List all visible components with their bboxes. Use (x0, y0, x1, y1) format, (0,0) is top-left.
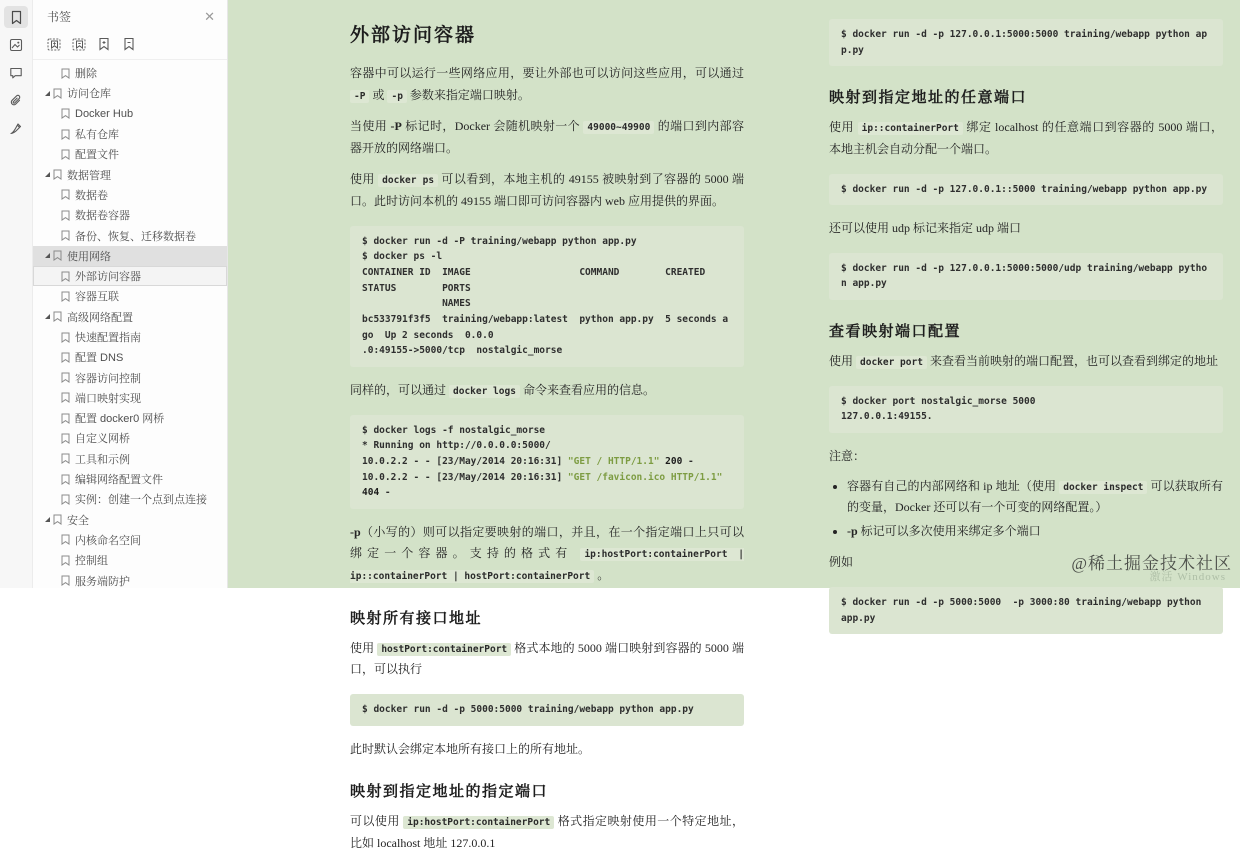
bookmarks-panel-title: 书签 (47, 10, 72, 24)
bookmark-icon (61, 534, 70, 545)
bookmark-icon (61, 575, 70, 586)
log-string: "GET /favicon.ico HTTP/1.1" (567, 471, 723, 483)
section-heading: 查看映射端口配置 (829, 324, 962, 341)
bookmark-minus-box-icon[interactable] (71, 36, 87, 52)
inline-code: -p (387, 90, 406, 103)
bookmark-icon (53, 169, 62, 180)
bookmark-item-label: 配置文件 (75, 149, 119, 162)
bookmark-icon (61, 494, 70, 505)
bookmark-item-label: 外部访问容器 (75, 271, 141, 284)
bookmark-item-label: 快速配置指南 (75, 332, 141, 344)
bookmark-plus-icon[interactable] (96, 36, 112, 52)
inline-code: -P (350, 90, 369, 103)
bookmark-icon (10, 10, 23, 25)
bullet-item: • -p 标记可以多次使用来绑定多个端口 (847, 521, 1223, 543)
bookmark-item-11[interactable] (33, 286, 227, 306)
bookmark-item-label: 编辑网络配置文件 (75, 474, 163, 487)
bookmark-item-label: 容器互联 (75, 291, 119, 304)
bookmark-item-17[interactable] (33, 408, 227, 428)
bookmark-item-label: 访问仓库 (67, 88, 111, 101)
close-icon[interactable]: ✕ (204, 9, 215, 24)
emphasis-text: -P (390, 119, 402, 134)
emphasis-text: -p (350, 524, 361, 539)
bookmark-icon (61, 413, 70, 424)
bookmark-item-label: 内核命名空间 (75, 534, 141, 547)
section-heading: 映射到指定地址的指定端口 (350, 784, 549, 801)
bullet-item: • 容器有自己的内部网络和 ip 地址（使用 docker inspect 可以获取所有的变量，Docker 还可以有一个可变的网络配置。） (847, 476, 1223, 519)
paragraph: 此时默认会绑定本地所有接口上的所有地址。 (350, 741, 591, 756)
expand-triangle-icon[interactable] (45, 517, 50, 522)
bookmarks-toolbar (33, 31, 227, 60)
code-block: $ docker run -d -p 127.0.0.1::5000 training/webapp python app.py (829, 174, 1223, 206)
log-string: "GET / HTTP/1.1" (567, 455, 660, 467)
bookmark-item-8[interactable] (33, 225, 227, 245)
inline-code: ip::containerPort (858, 122, 963, 135)
status-code: 200 (665, 455, 683, 467)
bookmark-item-25[interactable] (33, 570, 227, 590)
status-code: 404 (362, 487, 380, 499)
bookmark-icon (53, 514, 62, 525)
bookmark-item-22[interactable] (33, 510, 227, 530)
bookmark-item-10[interactable] (33, 266, 227, 286)
bookmark-item-18[interactable] (33, 428, 227, 448)
bookmark-item-label: 数据管理 (67, 169, 111, 182)
signature-panel-button[interactable] (4, 118, 28, 140)
bookmark-item-9[interactable] (33, 246, 227, 266)
bookmark-item-label: 配置 docker0 网桥 (75, 413, 165, 426)
page-title: 外部访问容器 (350, 25, 477, 46)
inline-code: hostPort:containerPort (377, 643, 511, 656)
paragraph: 可以使用 ip:hostPort:containerPort 格式指定映射使用一个特定地址，比如 localhost 地址 127.0.0.1 (350, 814, 744, 850)
bookmark-plus-box-icon[interactable] (46, 36, 62, 52)
paragraph: 使用 hostPort:containerPort 格式本地的 5000 端口映射到容器的 5000 端口，可以执行 (350, 640, 744, 677)
bookmark-icon (61, 189, 70, 200)
bookmark-item-12[interactable] (33, 307, 227, 327)
bookmark-icon (53, 88, 62, 99)
bookmark-item-5[interactable] (33, 164, 227, 184)
expand-triangle-icon[interactable] (45, 172, 50, 177)
paragraph: 还可以使用 udp 标记来指定 udp 端口 (829, 221, 1022, 236)
bookmark-item-1[interactable] (33, 83, 227, 103)
bookmark-item-label: 服务端防护 (75, 575, 130, 588)
bookmark-item-14[interactable] (33, 347, 227, 367)
bookmark-icon (61, 291, 70, 302)
paragraph: 同样的，可以通过 docker logs 命令来查看应用的信息。 (350, 382, 655, 397)
expand-triangle-icon[interactable] (45, 91, 50, 96)
bullet-list (833, 476, 1223, 543)
inline-code: ip:hostPort:containerPort | ip::containerPort | hostPort:containerPort (350, 549, 744, 583)
bookmark-item-label: 容器访问控制 (75, 372, 141, 385)
bookmark-icon (61, 210, 70, 221)
bookmark-item-20[interactable] (33, 469, 227, 489)
bookmark-icon (61, 555, 70, 566)
bookmark-item-24[interactable] (33, 550, 227, 570)
bookmark-icon (61, 352, 70, 363)
page-column-left (350, 14, 751, 864)
comment-icon (9, 66, 23, 80)
bookmark-item-label: Docker Hub (75, 107, 134, 120)
bookmark-item-label: 安全 (67, 514, 89, 527)
bookmark-item-0[interactable] (33, 63, 227, 83)
attachments-panel-button[interactable] (4, 90, 28, 112)
watermark-text: @稀土掘金技术社区 (1071, 554, 1232, 573)
bookmark-item-label: 私有仓库 (75, 129, 119, 142)
bookmark-item-label: 备份、恢复、迁移数据卷 (75, 230, 196, 243)
bookmarks-panel-button[interactable] (4, 6, 28, 28)
bookmark-icon (61, 332, 70, 343)
bookmark-item-label: 使用网络 (67, 250, 111, 263)
bookmark-item-3[interactable] (33, 124, 227, 144)
document-viewport[interactable] (228, 0, 1240, 850)
bookmark-item-label: 高级网络配置 (67, 311, 133, 324)
stamp-icon (9, 122, 23, 136)
bookmark-icon (61, 149, 70, 160)
comments-panel-button[interactable] (4, 62, 28, 84)
expand-triangle-icon[interactable] (45, 253, 50, 258)
bookmark-icon (61, 108, 70, 119)
inline-code: 49000~49900 (583, 121, 654, 134)
section-heading: 映射到指定地址的任意端口 (829, 90, 1028, 107)
bookmark-item-16[interactable] (33, 388, 227, 408)
bookmark-item-label: 控制组 (75, 555, 108, 568)
bookmarks-header (33, 0, 227, 31)
image-icon (9, 38, 23, 52)
code-block: $ docker run -d -p 5000:5000 training/webapp python app.py (350, 694, 744, 726)
inline-code: docker logs (449, 385, 520, 398)
bookmark-item-label: 实例：创建一个点到点连接 (75, 494, 207, 507)
bookmark-item-21[interactable] (33, 489, 227, 509)
code-block: $ docker run -d -p 127.0.0.1:5000:5000 training/webapp python app.py (829, 19, 1223, 66)
paragraph: 当使用 -P 标记时，Docker 会随机映射一个 49000~49900 的端口到内部容器开放的网络端口。 (350, 119, 744, 155)
bookmark-item-label: 数据卷容器 (75, 210, 130, 223)
emphasis-text: -p (847, 523, 858, 538)
note-label: 注意： (829, 449, 866, 464)
paperclip-icon (9, 94, 23, 108)
bookmark-item-23[interactable] (33, 530, 227, 550)
bookmark-item-label: 工具和示例 (75, 453, 130, 466)
thumbnails-panel-button[interactable] (4, 34, 28, 56)
bookmark-icon (61, 433, 70, 444)
bookmark-item-label: 删除 (75, 68, 97, 81)
bookmark-icon (61, 230, 70, 241)
watermark (1071, 549, 1232, 584)
bookmark-icon (53, 250, 62, 261)
bookmark-item-label: 数据卷 (75, 189, 108, 202)
section-heading: 映射所有接口地址 (350, 610, 483, 627)
bookmark-item-label: 自定义网桥 (75, 433, 130, 446)
inline-code: docker ps (378, 174, 438, 187)
code-block: $ docker logs -f nostalgic_morse * Running on http://0.0.0.0:5000/ 10.0.2.2 - - [23/May/2014 20:16:31] "GET / HTTP/1.1" 200 - 10.0.2.2 - - [23/May/2014 20:16:31] "GET /favicon.ico HTTP/1.1" 404 - (350, 415, 744, 509)
bookmark-item-label: 配置 DNS (75, 352, 124, 365)
bookmark-item-19[interactable] (33, 449, 227, 469)
paragraph: -p（小写的）则可以指定要映射的端口，并且，在一个指定端口上只可以绑定一个容器。支持的格式有 ip:hostPort:containerPort | ip::containerPort | hostPort:containerPort 。 (350, 524, 744, 583)
watermark-faint-text: 激活 Windows (1149, 571, 1226, 583)
paragraph: 使用 docker port 来查看当前映射的端口配置，也可以查看到绑定的地址 (829, 354, 1218, 369)
inline-code: docker inspect (1059, 481, 1147, 494)
bookmark-item-4[interactable] (33, 144, 227, 164)
left-tool-strip (0, 0, 33, 588)
inline-code: ip:hostPort:containerPort (403, 816, 554, 829)
bookmark-icon (61, 68, 70, 79)
inline-code: docker port (856, 356, 927, 369)
bookmark-icon (61, 474, 70, 485)
code-block: $ docker run -d -P training/webapp python app.py $ docker ps -l CONTAINER ID IMAGE COMMAND CREATED STATUS PORTS NAMES bc533791f3f5 training/webapp:latest python app.py 5 seconds ago Up 2 seconds 0.0.0 .0:49155->5000/tcp nostalgic_morse (350, 226, 744, 367)
paragraph: 使用 docker ps 可以看到，本地主机的 49155 被映射到了容器的 5000 端口。此时访问本机的 49155 端口即可访问容器内 web 应用提供的界面。 (350, 172, 744, 208)
paragraph: 例如 (829, 555, 854, 570)
bookmark-icon (61, 271, 70, 282)
bookmark-icon (61, 129, 70, 140)
bookmark-icon (61, 453, 70, 464)
bookmarks-sidebar (33, 0, 228, 588)
code-block: $ docker port nostalgic_morse 5000 127.0.0.1:49155. (829, 386, 1223, 433)
bookmark-icon (61, 372, 70, 383)
bookmarks-tree (33, 60, 227, 591)
bookmark-item-15[interactable] (33, 367, 227, 387)
bookmark-item-label: 端口映射实现 (75, 392, 141, 405)
code-block: $ docker run -d -p 5000:5000 -p 3000:80 training/webapp python app.py (829, 587, 1223, 634)
paragraph: 容器中可以运行一些网络应用，要让外部也可以访问这些应用，可以通过 -P 或 -p 参数来指定端口映射。 (350, 66, 744, 102)
bookmark-item-6[interactable] (33, 185, 227, 205)
bookmark-icon (61, 392, 70, 403)
expand-triangle-icon[interactable] (45, 314, 50, 319)
code-block: $ docker run -d -p 127.0.0.1:5000:5000/udp training/webapp python app.py (829, 253, 1223, 300)
bookmark-item-7[interactable] (33, 205, 227, 225)
bookmark-item-2[interactable] (33, 104, 227, 124)
bookmark-minus-icon[interactable] (121, 36, 137, 52)
bookmark-item-13[interactable] (33, 327, 227, 347)
bookmark-icon (53, 311, 62, 322)
paragraph: 使用 ip::containerPort 绑定 localhost 的任意端口到容器的 5000 端口，本地主机会自动分配一个端口。 (829, 120, 1223, 156)
